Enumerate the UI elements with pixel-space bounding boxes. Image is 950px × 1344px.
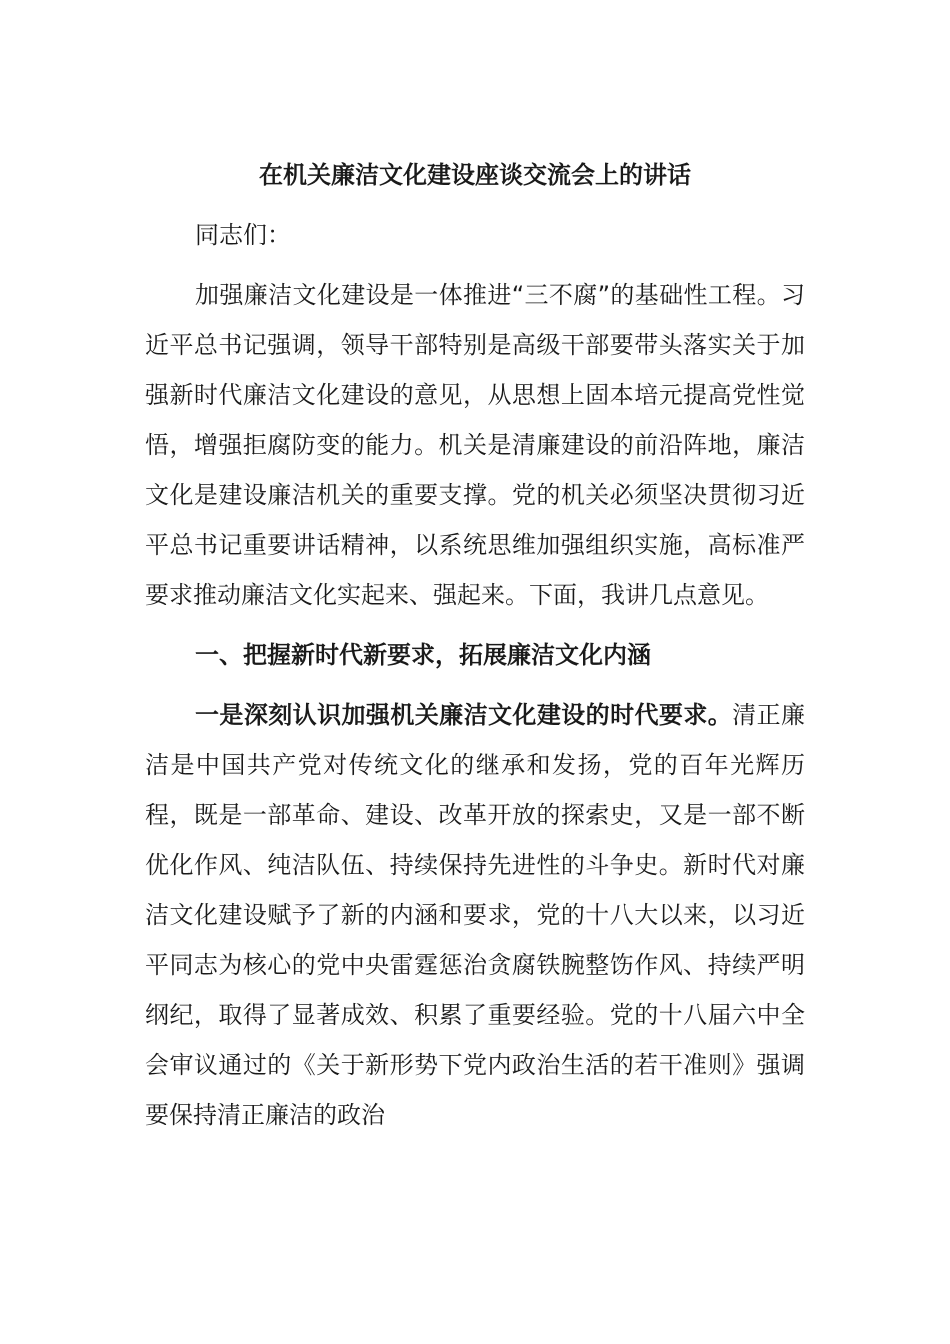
point-body: 清正廉洁是中国共产党对传统文化的继承和发扬，党的百年光辉历程，既是一部革命、建设、改革开放的探索史，又是一部不断优化作风、纯洁队伍、持续保持先进性的斗争史。新时代对廉洁文化建设赋予了新的内涵和要求，党的十八大以来，以习近平同志为核心的党中央雷霆惩治贪腐铁腕整饬作风、持续严明纲纪，取得了显著成效、积累了重要经验。党的十八届六中全会审议通过的《关于新形势下党内政治生活的若干准则》强调要保持清正廉洁的政治 (145, 701, 806, 1129)
document-body (145, 150, 805, 1140)
point-paragraph (145, 690, 805, 1140)
salutation: 同志们： (195, 221, 291, 249)
section-heading: 一、把握新时代新要求，拓展廉洁文化内涵 (195, 641, 651, 669)
point-lead: 一是深刻认识加强机关廉洁文化建设的时代要求。 (195, 701, 733, 729)
page-title: 在机关廉洁文化建设座谈交流会上的讲话 (259, 161, 691, 189)
intro-paragraph: 加强廉洁文化建设是一体推进“三不腐”的基础性工程。习近平总书记强调，领导干部特别是高级干部要带头落实关于加强新时代廉洁文化建设的意见，从思想上固本培元提高党性觉悟，增强拒腐防变的能力。机关是清廉建设的前沿阵地，廉洁文化是建设廉洁机关的重要支撑。党的机关必须坚决贯彻习近平总书记重要讲话精神，以系统思维加强组织实施，高标准严要求推动廉洁文化实起来、强起来。下面，我讲几点意见。 (145, 281, 805, 609)
